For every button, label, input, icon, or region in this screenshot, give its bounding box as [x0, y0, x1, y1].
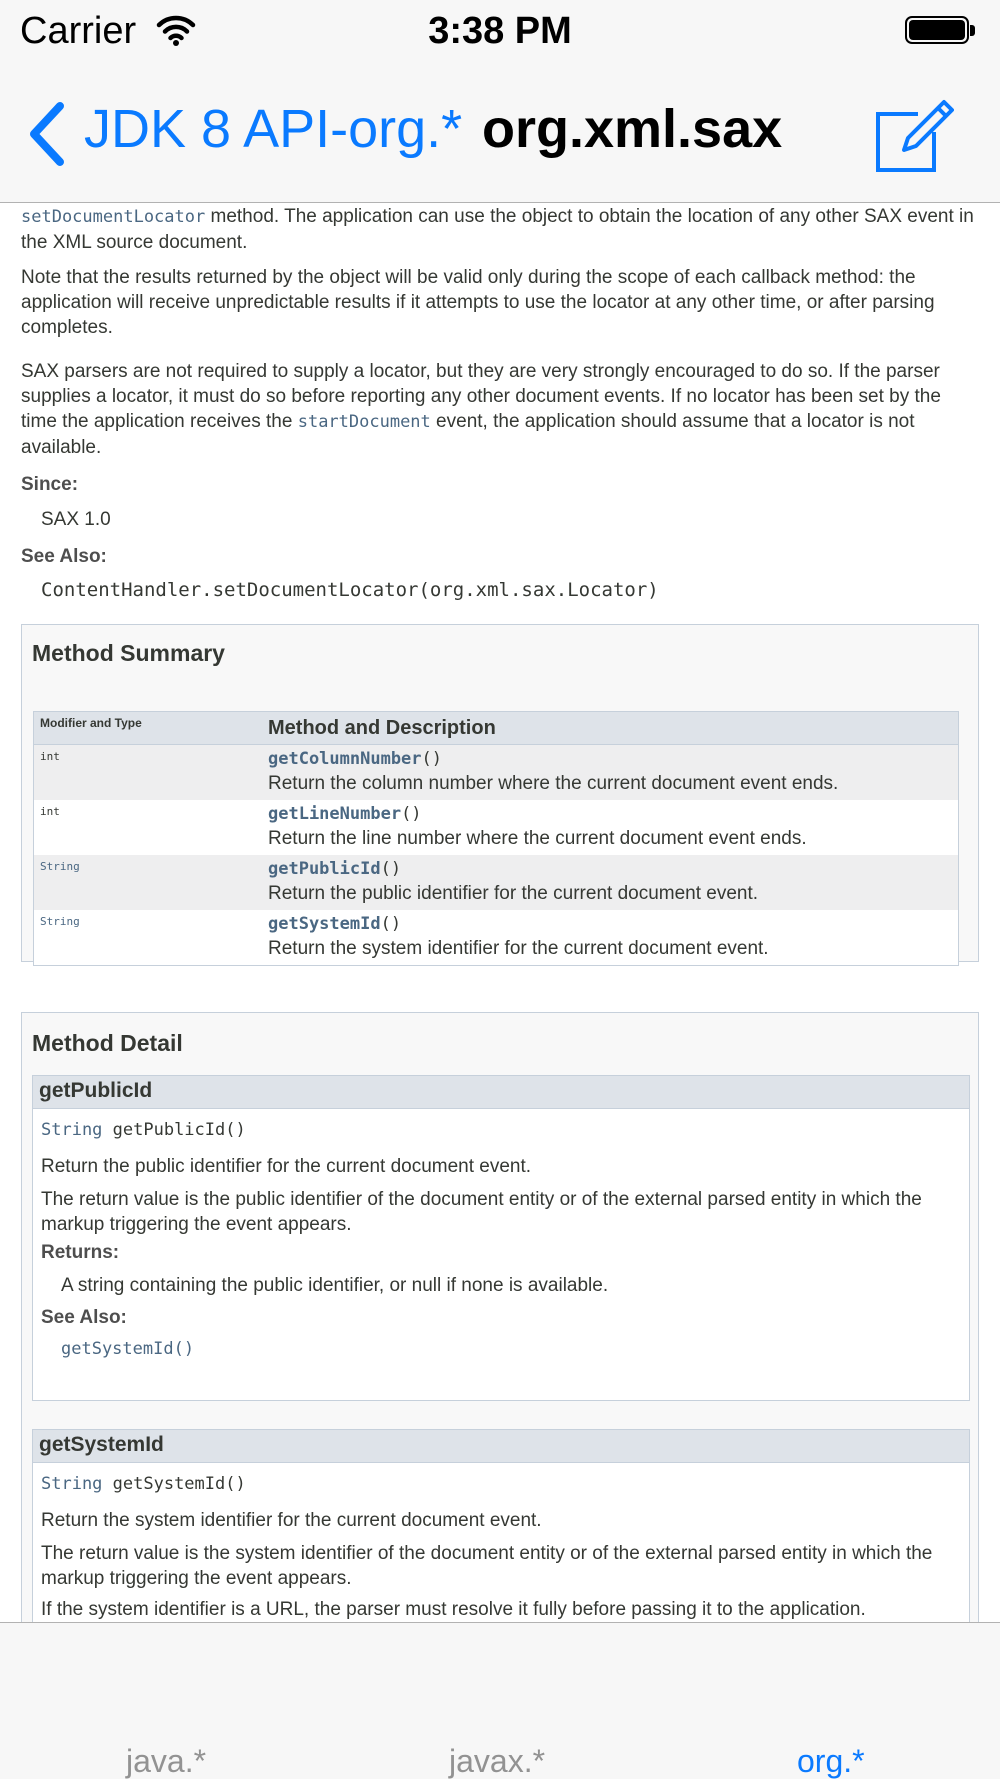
tab-java[interactable]: java.*: [126, 1743, 207, 1779]
string-type-link[interactable]: String: [41, 1474, 103, 1494]
method-description: Return the public identifier for the current document event.: [41, 1156, 532, 1177]
intro-paragraph-3-part-a: SAX parsers are not required to supply a locator, but they are very strongly encouraged to do so. If the parser supplies a locator, it must do so before reporting any other document events. If no locator has been set by the time the application receives the: [21, 361, 941, 432]
method-detail-get-system-id: [32, 1429, 970, 1622]
method-detail-header: getSystemId: [33, 1430, 969, 1463]
tab-org[interactable]: org.*: [797, 1743, 865, 1779]
table-row: [34, 910, 958, 965]
method-detail-header: getPublicId: [33, 1076, 969, 1109]
navigation-bar: [0, 66, 1000, 203]
method-detail-section: [21, 1012, 979, 1622]
table-row: [34, 800, 958, 855]
intro-paragraph-1-text: method. The application can use the object to obtain the location of any other SAX event in the XML source document.: [21, 206, 974, 253]
compose-icon: [874, 161, 954, 178]
method-link-get-system-id[interactable]: getSystemId(): [268, 914, 402, 934]
see-also-label: See Also:: [41, 1307, 127, 1328]
carrier-label: Carrier: [20, 10, 137, 52]
method-summary-table: [33, 711, 959, 966]
page-title: org.xml.sax: [482, 99, 783, 159]
intro-paragraph-2: Note that the results returned by the object will be valid only during the scope of each callback method: the application will receive unpredictable results if it attempts to use the locator at any other time, or after parsing completes.: [21, 267, 935, 338]
start-document-link[interactable]: startDocument: [297, 412, 431, 432]
method-summary-title: Method Summary: [32, 640, 225, 666]
row-type-link[interactable]: String: [40, 860, 80, 873]
method-description-url: If the system identifier is a URL, the parser must resolve it fully before passing it to the application.: [41, 1599, 866, 1620]
returns-label: Returns:: [41, 1242, 120, 1263]
table-row: [34, 855, 958, 910]
chevron-left-icon: [26, 102, 66, 171]
row-description: Return the public identifier for the current document event.: [268, 883, 759, 904]
tab-javax[interactable]: javax.*: [449, 1743, 546, 1779]
row-description: Return the column number where the current document event ends.: [268, 773, 839, 794]
method-description-detail: The return value is the system identifier of the document entity or of the external parsed entity in which the markup triggering the event appears.: [41, 1543, 933, 1589]
method-signature: String getPublicId(): [41, 1120, 246, 1140]
method-signature: String getSystemId(): [41, 1474, 246, 1494]
get-system-id-link[interactable]: getSystemId(): [61, 1339, 195, 1359]
status-time: 3:38 PM: [428, 10, 572, 52]
returns-value: A string containing the public identifier, or null if none is available.: [61, 1275, 609, 1296]
method-description-detail: The return value is the public identifier of the document entity or of the external parsed entity in which the markup triggering the event appears.: [41, 1189, 922, 1235]
row-type: int: [40, 805, 60, 818]
method-description: Return the system identifier for the current document event.: [41, 1510, 542, 1531]
set-document-locator-link[interactable]: setDocumentLocator: [21, 207, 206, 227]
table-row: [34, 745, 958, 800]
method-link-get-column-number[interactable]: getColumnNumber(): [268, 749, 443, 769]
since-label: Since:: [21, 474, 79, 495]
method-detail-get-public-id: [32, 1075, 970, 1401]
method-link-get-line-number[interactable]: getLineNumber(): [268, 804, 422, 824]
see-also-label: See Also:: [21, 546, 107, 567]
content-handler-link[interactable]: ContentHandler.setDocumentLocator(org.xml.sax.Locator): [41, 579, 659, 601]
battery-icon: [905, 16, 975, 46]
intro-paragraph-1: [21, 204, 981, 255]
column-header-modifier: Modifier and Type: [40, 716, 142, 730]
since-value: SAX 1.0: [41, 509, 111, 530]
row-type-link[interactable]: String: [40, 915, 80, 928]
back-button-label: JDK 8 API-org.*: [84, 99, 463, 159]
row-type: int: [40, 750, 60, 763]
compose-button[interactable]: [874, 90, 954, 174]
intro-paragraph-3-part-b: event, the application should assume that a locator is not available.: [21, 411, 915, 458]
status-bar: [0, 0, 1000, 66]
tab-bar: [0, 1622, 1000, 1779]
method-summary-section: [21, 624, 979, 962]
method-detail-title: Method Detail: [32, 1030, 183, 1056]
documentation-content[interactable]: [0, 180, 1000, 1622]
method-link-get-public-id[interactable]: getPublicId(): [268, 859, 402, 879]
row-description: Return the line number where the current document event ends.: [268, 828, 807, 849]
row-description: Return the system identifier for the current document event.: [268, 938, 769, 959]
column-header-method: Method and Description: [268, 717, 496, 739]
string-type-link[interactable]: String: [41, 1120, 103, 1140]
intro-paragraph-3: [21, 359, 981, 460]
table-header: [34, 712, 958, 745]
